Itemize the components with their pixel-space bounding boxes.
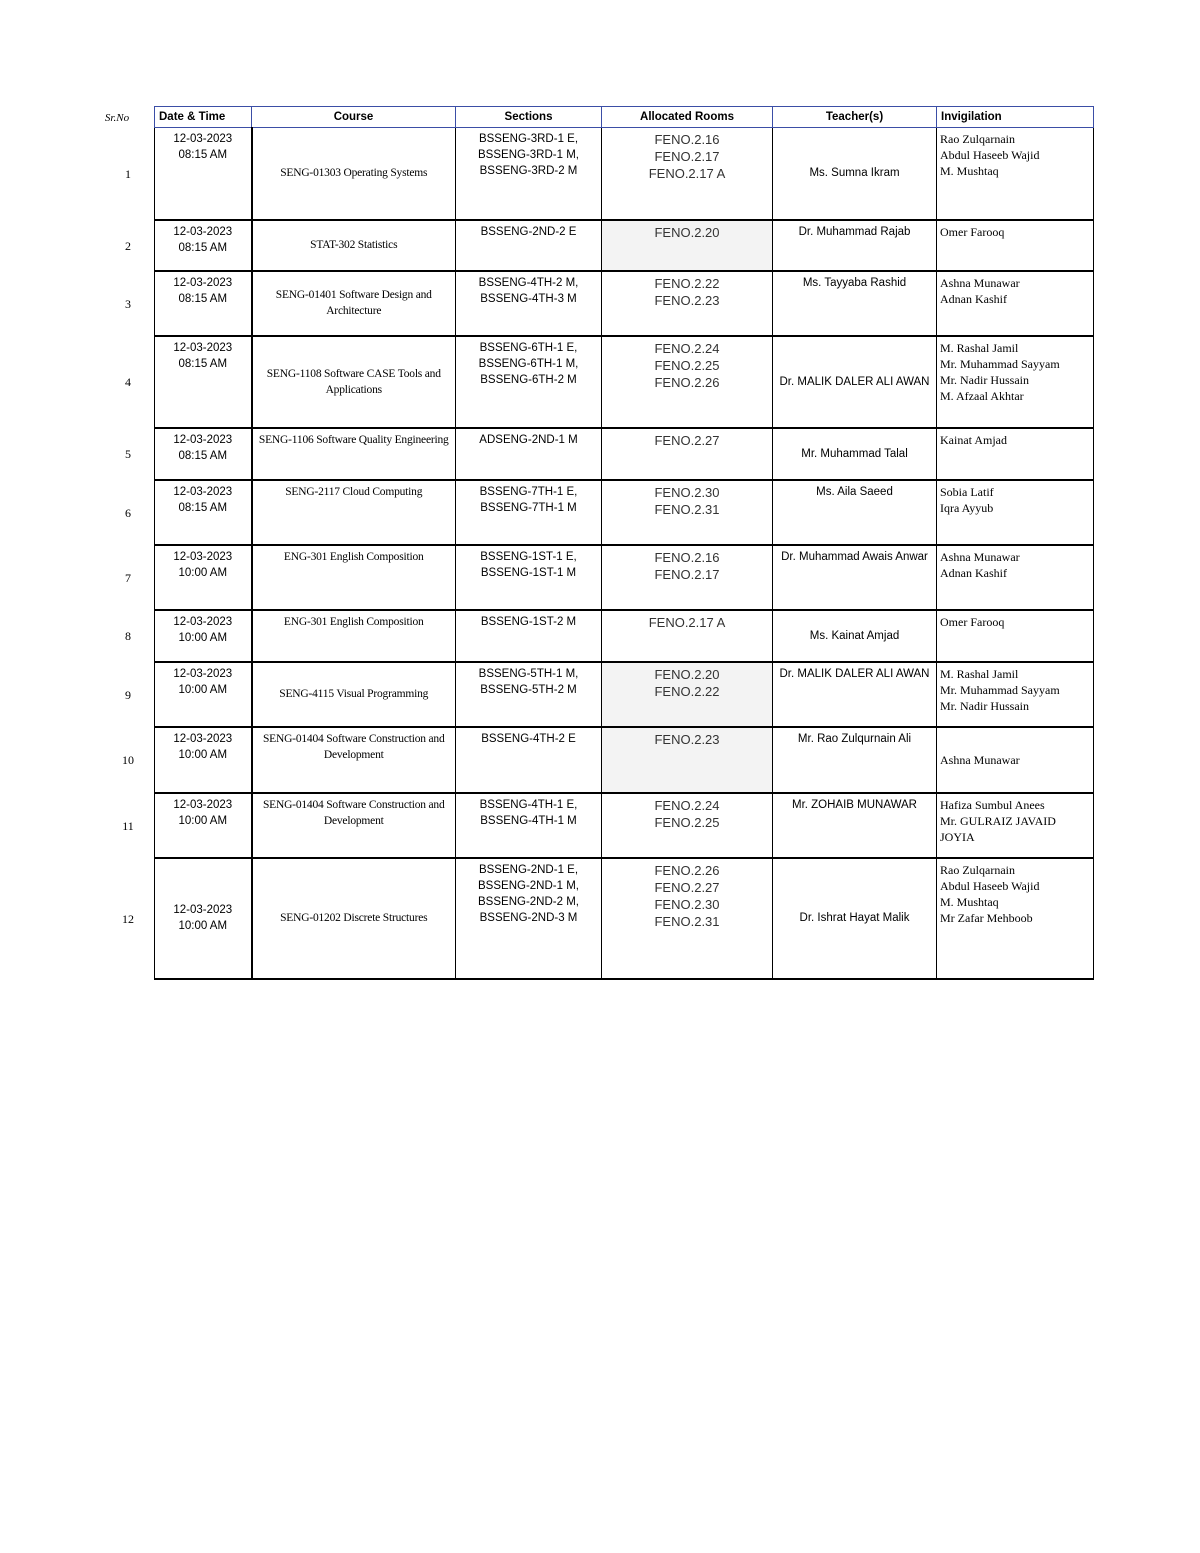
course-cell — [252, 858, 456, 979]
invigilator-name: Abdul Haseeb Wajid — [940, 148, 1040, 162]
exam-time: 08:15 AM — [178, 292, 228, 305]
date-time-cell — [155, 128, 252, 220]
section-item: BSSENG-1ST-1 E, — [480, 550, 577, 563]
teacher-name: Ms. Aila Saeed — [816, 485, 893, 498]
exam-date: 12-03-2023 — [173, 550, 233, 563]
exam-date: 12-03-2023 — [173, 133, 233, 145]
room-item: FENO.2.22 — [654, 275, 720, 291]
course-cell — [252, 220, 456, 271]
exam-date: 12-03-2023 — [173, 732, 233, 745]
course-header: Course — [252, 107, 456, 128]
invigilator-name: Omer Farooq — [940, 224, 1005, 239]
section-item: ADSENG-2ND-1 M — [479, 433, 578, 446]
course-cell — [252, 610, 456, 662]
room-item: FENO.2.31 — [654, 501, 720, 517]
section-item: BSSENG-2ND-2 E — [480, 225, 577, 238]
sections-cell — [456, 336, 602, 428]
invigilator-name: Mr. GULRAIZ JAVAID JOYIA — [940, 813, 1056, 844]
exam-date: 12-03-2023 — [173, 798, 233, 811]
teacher-cell — [773, 480, 937, 545]
room-item: FENO.2.24 — [654, 340, 720, 356]
course-cell — [252, 662, 456, 727]
section-item: BSSENG-2ND-3 M — [479, 911, 578, 924]
teacher-name: Mr. Rao Zulqurnain Ali — [797, 732, 912, 745]
exam-date: 12-03-2023 — [173, 276, 233, 289]
invigilator-name: Rao Zulqarnain — [940, 132, 1015, 146]
invigilation-cell — [937, 271, 1094, 336]
rooms-cell — [602, 128, 773, 220]
invigilation-cell — [937, 336, 1094, 428]
invigilation-cell — [937, 610, 1094, 662]
exam-time: 08:15 AM — [178, 357, 228, 370]
section-item: BSSENG-3RD-2 M — [479, 165, 578, 177]
room-item: FENO.2.31 — [654, 913, 720, 929]
course-name: SENG-4115 Visual Programming — [279, 688, 429, 700]
date-time-header: Date & Time — [155, 107, 252, 128]
schedule-body — [155, 128, 1094, 979]
teacher-cell — [773, 793, 937, 858]
rooms-cell — [602, 480, 773, 545]
course-name: SENG-01401 Software Design and Architecture — [275, 289, 432, 317]
rooms-cell — [602, 220, 773, 271]
rooms-cell — [602, 545, 773, 610]
rooms-cell — [602, 662, 773, 727]
exam-date: 12-03-2023 — [173, 485, 233, 498]
course-cell — [252, 128, 456, 220]
section-item: BSSENG-6TH-1 E, — [479, 341, 578, 354]
sections-cell — [456, 858, 602, 979]
teacher-name: Dr. MALIK DALER ALI AWAN — [779, 667, 930, 680]
room-item: FENO.2.27 — [654, 432, 720, 448]
sr-no: 3 — [125, 296, 131, 311]
exam-date: 12-03-2023 — [173, 341, 233, 354]
sr-no: 9 — [125, 687, 131, 702]
course-name: ENG-301 English Composition — [283, 615, 424, 628]
table-row — [155, 128, 1094, 220]
sr-no: 12 — [122, 911, 134, 926]
header-row — [155, 107, 1094, 128]
invigilation-cell — [937, 662, 1094, 727]
exam-time: 10:00 AM — [178, 748, 228, 761]
sections-cell — [456, 727, 602, 793]
course-name: SENG-1108 Software CASE Tools and Applications — [266, 367, 441, 396]
invigilator-name: Ashna Munawar — [940, 275, 1020, 290]
teacher-name: Mr. ZOHAIB MUNAWAR — [791, 798, 917, 811]
invigilator-name: Abdul Haseeb Wajid — [940, 878, 1040, 893]
room-item: FENO.2.20 — [654, 666, 720, 682]
table-row — [155, 610, 1094, 662]
course-name: SENG-2117 Cloud Computing — [285, 485, 423, 498]
rooms-header: Allocated Rooms — [602, 107, 773, 128]
teacher-cell — [773, 428, 937, 480]
teacher-name: Dr. Muhammad Rajab — [798, 225, 911, 238]
invigilator-name: Sobia Latif — [940, 484, 994, 499]
invigilator-name: M. Afzaal Akhtar — [940, 388, 1024, 403]
course-name: ENG-301 English Composition — [283, 550, 424, 563]
invigilation-cell — [937, 428, 1094, 480]
teacher-name: Ms. Sumna Ikram — [809, 167, 900, 180]
invigilator-name: M. Mushtaq — [940, 164, 999, 178]
invigilator-name: Mr. Muhammad Sayyam — [940, 356, 1060, 371]
table-row — [155, 793, 1094, 858]
teacher-cell — [773, 610, 937, 662]
room-item: FENO.2.26 — [654, 374, 720, 390]
room-item: FENO.2.17 A — [648, 614, 726, 630]
invigilator-name: Hafiza Sumbul Anees — [940, 797, 1045, 812]
section-item: BSSENG-6TH-2 M — [480, 373, 577, 386]
table-row — [155, 545, 1094, 610]
course-cell — [252, 727, 456, 793]
date-time-cell — [155, 793, 252, 858]
date-time-cell — [155, 858, 252, 979]
sr-no: 4 — [125, 375, 131, 389]
invigilator-name: M. Rashal Jamil — [940, 340, 1019, 355]
teacher-name: Dr. MALIK DALER ALI AWAN — [779, 375, 930, 388]
sections-cell — [456, 480, 602, 545]
sections-cell — [456, 428, 602, 480]
exam-date: 12-03-2023 — [173, 667, 233, 680]
table-row — [155, 858, 1094, 979]
invigilator-name: M. Rashal Jamil — [940, 666, 1019, 681]
room-item: FENO.2.16 — [654, 132, 720, 147]
sr-no: 2 — [125, 238, 131, 253]
course-name: SENG-1106 Software Quality Engineering — [258, 433, 449, 446]
sr-no: 1 — [125, 167, 131, 181]
date-time-cell — [155, 336, 252, 428]
sections-cell — [456, 793, 602, 858]
invigilation-cell — [937, 727, 1094, 793]
table-row — [155, 662, 1094, 727]
section-item: BSSENG-4TH-2 E — [481, 732, 576, 745]
exam-date: 12-03-2023 — [173, 433, 233, 446]
section-item: BSSENG-1ST-1 M — [480, 566, 577, 579]
sr-no: 11 — [122, 818, 134, 833]
course-cell — [252, 336, 456, 428]
exam-time: 10:00 AM — [178, 566, 228, 579]
course-cell — [252, 271, 456, 336]
room-item: FENO.2.17 — [654, 149, 720, 164]
rooms-cell — [602, 271, 773, 336]
section-item: BSSENG-6TH-1 M, — [478, 357, 579, 370]
rooms-cell — [602, 793, 773, 858]
room-item: FENO.2.16 — [654, 549, 720, 565]
section-item: BSSENG-7TH-1 M — [480, 501, 577, 514]
section-item: BSSENG-7TH-1 E, — [479, 485, 578, 498]
room-item: FENO.2.27 — [654, 879, 720, 895]
section-item: BSSENG-2ND-1 E, — [478, 863, 579, 876]
invigilator-name: Rao Zulqarnain — [940, 862, 1015, 877]
course-cell — [252, 480, 456, 545]
table-row — [155, 220, 1094, 271]
table-row — [155, 271, 1094, 336]
invigilator-name: Omer Farooq — [940, 614, 1005, 629]
teacher-cell — [773, 662, 937, 727]
teacher-name: Ms. Tayyaba Rashid — [802, 276, 907, 289]
room-item: FENO.2.30 — [654, 484, 720, 500]
room-item: FENO.2.17 — [654, 566, 720, 582]
exam-time: 10:00 AM — [178, 920, 228, 932]
sr-no: 5 — [125, 447, 131, 461]
table-row — [155, 336, 1094, 428]
section-item: BSSENG-2ND-2 M, — [478, 895, 579, 908]
sections-header: Sections — [456, 107, 602, 128]
date-time-cell — [155, 727, 252, 793]
rooms-cell — [602, 428, 773, 480]
course-cell — [252, 793, 456, 858]
section-item: BSSENG-2ND-1 M, — [478, 879, 579, 892]
section-item: BSSENG-5TH-2 M — [480, 683, 577, 696]
exam-time: 08:15 AM — [178, 241, 228, 254]
invigilation-cell — [937, 858, 1094, 979]
table-row — [155, 428, 1094, 480]
sr-no: 10 — [122, 753, 134, 767]
date-time-cell — [155, 545, 252, 610]
sections-cell — [456, 545, 602, 610]
section-item: BSSENG-3RD-1 E, — [478, 133, 579, 145]
invigilator-name: Ashna Munawar — [940, 752, 1020, 767]
teacher-cell — [773, 271, 937, 336]
teacher-cell — [773, 545, 937, 610]
teacher-cell — [773, 727, 937, 793]
room-item: FENO.2.24 — [654, 797, 720, 813]
course-name: SENG-01404 Software Construction and Development — [262, 798, 445, 827]
sr-no: 7 — [125, 570, 131, 585]
rooms-cell — [602, 727, 773, 793]
exam-time: 10:00 AM — [178, 814, 228, 827]
invigilation-header: Invigilation — [937, 107, 1094, 128]
course-cell — [252, 545, 456, 610]
room-item: FENO.2.23 — [654, 292, 720, 308]
section-item: BSSENG-4TH-2 M, — [478, 276, 579, 289]
invigilation-cell — [937, 128, 1094, 220]
exam-date: 12-03-2023 — [173, 904, 233, 916]
teacher-cell — [773, 336, 937, 428]
table-row — [155, 480, 1094, 545]
teachers-header: Teacher(s) — [773, 107, 937, 128]
teacher-name: Ms. Kainat Amjad — [809, 629, 900, 642]
room-item: FENO.2.25 — [654, 814, 720, 830]
exam-time: 08:15 AM — [178, 501, 228, 514]
room-item: FENO.2.20 — [654, 224, 720, 240]
date-time-cell — [155, 428, 252, 480]
room-item: FENO.2.17 A — [648, 166, 726, 181]
rooms-cell — [602, 610, 773, 662]
table-row — [155, 727, 1094, 793]
invigilator-name: Adnan Kashif — [940, 291, 1007, 306]
invigilation-cell — [937, 220, 1094, 271]
room-item: FENO.2.23 — [654, 731, 720, 747]
course-name: SENG-01202 Discrete Structures — [280, 912, 428, 924]
rooms-cell — [602, 858, 773, 979]
exam-time: 08:15 AM — [178, 449, 228, 462]
exam-date: 12-03-2023 — [173, 615, 233, 628]
date-time-cell — [155, 220, 252, 271]
section-item: BSSENG-1ST-2 M — [480, 615, 577, 628]
invigilation-cell — [937, 480, 1094, 545]
exam-time: 08:15 AM — [178, 149, 228, 161]
section-item: BSSENG-5TH-1 M, — [478, 667, 579, 680]
sections-cell — [456, 220, 602, 271]
invigilator-name: Ashna Munawar — [940, 549, 1020, 564]
room-item: FENO.2.30 — [654, 896, 720, 912]
course-name: STAT-302 Statistics — [310, 239, 398, 251]
invigilator-name: Mr. Nadir Hussain — [940, 372, 1029, 387]
room-item: FENO.2.25 — [654, 357, 720, 373]
date-time-cell — [155, 662, 252, 727]
rooms-cell — [602, 336, 773, 428]
date-time-cell — [155, 610, 252, 662]
course-name: SENG-01303 Operating Systems — [280, 167, 428, 180]
section-item: BSSENG-4TH-3 M — [480, 292, 577, 305]
sections-cell — [456, 128, 602, 220]
course-name: SENG-01404 Software Construction and Development — [262, 732, 445, 761]
teacher-name: Dr. Ishrat Hayat Malik — [799, 912, 910, 924]
sections-cell — [456, 662, 602, 727]
invigilator-name: Kainat Amjad — [940, 432, 1007, 447]
invigilator-name: Mr. Muhammad Sayyam — [940, 682, 1060, 697]
teacher-cell — [773, 858, 937, 979]
sections-cell — [456, 610, 602, 662]
invigilator-name: M. Mushtaq — [940, 894, 999, 909]
invigilation-cell — [937, 545, 1094, 610]
section-item: BSSENG-4TH-1 E, — [479, 798, 578, 811]
course-cell — [252, 428, 456, 480]
invigilator-name: Adnan Kashif — [940, 565, 1007, 580]
section-item: BSSENG-4TH-1 M — [480, 814, 577, 827]
teacher-name: Mr. Muhammad Talal — [801, 447, 908, 460]
teacher-cell — [773, 128, 937, 220]
date-time-cell — [155, 271, 252, 336]
exam-schedule-table — [154, 106, 1094, 980]
invigilator-name: Mr Zafar Mehboob — [940, 910, 1033, 925]
section-item: BSSENG-3RD-1 M, — [478, 149, 579, 161]
room-item: FENO.2.26 — [654, 862, 720, 878]
room-item: FENO.2.22 — [654, 683, 720, 699]
sr-no: 6 — [125, 505, 131, 520]
exam-time: 10:00 AM — [178, 683, 228, 696]
invigilation-cell — [937, 793, 1094, 858]
sections-cell — [456, 271, 602, 336]
teacher-cell — [773, 220, 937, 271]
sr-no-header: Sr.No — [104, 112, 130, 124]
sr-no: 8 — [125, 629, 131, 643]
exam-time: 10:00 AM — [178, 631, 228, 644]
invigilator-name: Iqra Ayyub — [940, 500, 994, 515]
exam-date: 12-03-2023 — [173, 225, 233, 238]
invigilator-name: Mr. Nadir Hussain — [940, 698, 1029, 713]
date-time-cell — [155, 480, 252, 545]
teacher-name: Dr. Muhammad Awais Anwar — [781, 550, 928, 563]
